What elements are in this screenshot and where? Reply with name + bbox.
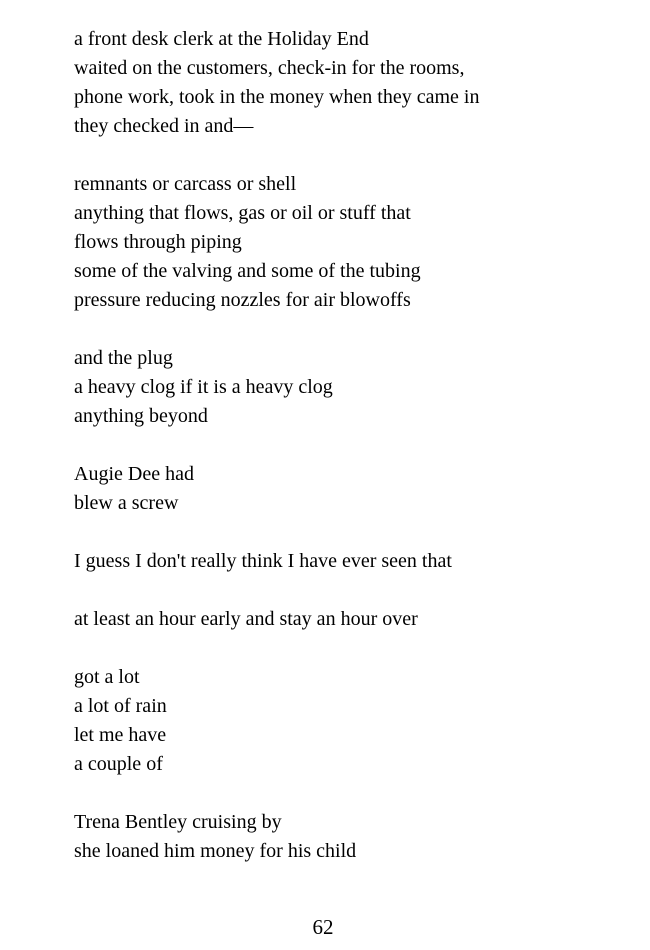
poem-line: pressure reducing nozzles for air blowoffs (74, 289, 411, 311)
stanza-4 (74, 460, 634, 518)
poem-body (74, 25, 634, 895)
poem-line: anything beyond (74, 405, 208, 427)
poem-line: and the plug (74, 347, 173, 369)
poem-line: she loaned him money for his child (74, 840, 357, 862)
poem-line: let me have (74, 724, 167, 746)
poem-line: got a lot (74, 666, 140, 688)
stanza-6 (74, 605, 634, 634)
stanza-3 (74, 344, 634, 431)
stanza-8 (74, 808, 634, 866)
poem-line: they checked in and— (74, 115, 254, 137)
poem-line: anything that flows, gas or oil or stuff that (74, 202, 411, 224)
poem-line: flows through piping (74, 231, 242, 253)
poem-line: at least an hour early and stay an hour over (74, 608, 418, 630)
stanza-7 (74, 663, 634, 779)
stanza-2 (74, 170, 634, 315)
poem-line: phone work, took in the money when they came in (74, 86, 480, 108)
poem-line: a heavy clog if it is a heavy clog (74, 376, 333, 398)
poem-line: a lot of rain (74, 695, 167, 717)
page-number: 62 (312, 915, 334, 939)
poem-line: waited on the customers, check-in for the rooms, (74, 57, 465, 79)
poem-line: some of the valving and some of the tubing (74, 260, 421, 282)
poem-line: Trena Bentley cruising by (74, 811, 282, 833)
poem-line: Augie Dee had (74, 463, 194, 485)
poem-line: a couple of (74, 753, 163, 775)
stanza-5 (74, 547, 634, 576)
poem-line: remnants or carcass or shell (74, 173, 297, 195)
poem-line: a front desk clerk at the Holiday End (74, 28, 369, 50)
poem-line: blew a screw (74, 492, 179, 514)
stanza-1 (74, 25, 634, 141)
poem-line: I guess I don't really think I have ever seen that (74, 550, 452, 572)
